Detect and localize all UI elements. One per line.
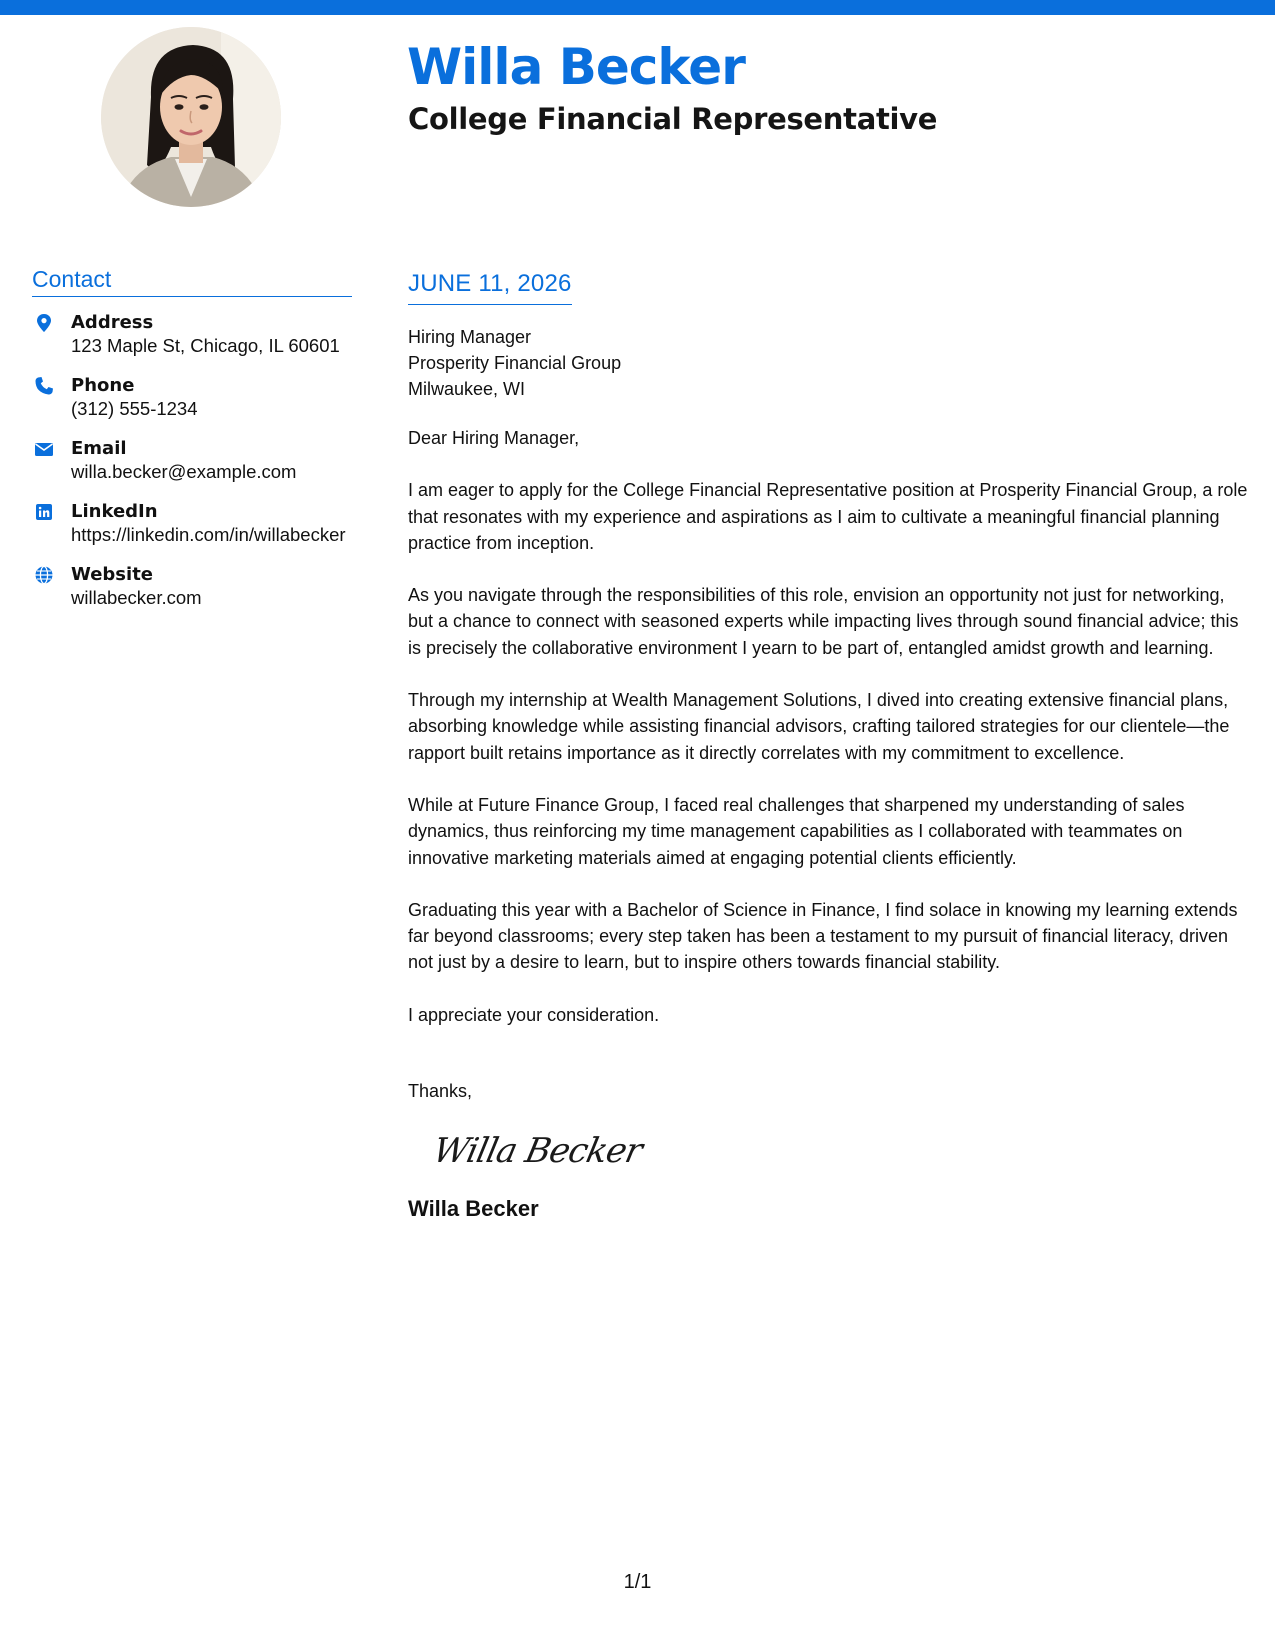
contact-value: willa.becker@example.com — [71, 461, 297, 482]
phone-icon — [34, 376, 54, 396]
recipient-line: Milwaukee, WI — [408, 379, 526, 399]
contact-label: Email — [71, 438, 127, 459]
svg-text:Willa Becker: Willa Becker — [436, 1131, 646, 1171]
page-number: 1/1 — [623, 1571, 652, 1593]
profile-photo — [101, 27, 281, 207]
salutation: Dear Hiring Manager, — [408, 428, 580, 448]
contact-label: LinkedIn — [71, 501, 158, 522]
website-link[interactable]: willabecker.com — [71, 587, 202, 608]
linkedin-link[interactable]: https://linkedin.com/in/willabecker — [71, 524, 346, 545]
contact-label: Phone — [71, 375, 135, 396]
letter-paragraph: Through my internship at Wealth Management Solutions, I dived into creating extensive financial plans, absorbing knowledge while assisting financial advisors, crafting tailored strategies for our clientele—the rapport built retains importance as it directly correlates with my commitment to excellence. — [408, 690, 1230, 763]
letter-date: JUNE 11, 2026 — [408, 270, 572, 305]
letter-paragraph: While at Future Finance Group, I faced real challenges that sharpened my understanding of sales dynamics, thus reinforcing my time management capabilities as I collaborated with teammates on innovative marketing materials aimed at engaging potential clients efficiently. — [408, 794, 1185, 868]
envelope-icon — [34, 439, 54, 459]
linkedin-icon — [34, 502, 54, 522]
recipient-line: Hiring Manager — [408, 327, 532, 347]
contact-sidebar — [32, 266, 352, 626]
applicant-name: Willa Becker — [407, 38, 745, 96]
handwritten-signature — [436, 1122, 676, 1182]
letter-paragraph: I am eager to apply for the College Financial Representative position at Prosperity Financial Group, a role that resonates with my experience and aspirations as I aim to cultivate a meaningful financial planning practice from inception. — [408, 480, 1248, 553]
signer-name: Willa Becker — [408, 1196, 539, 1222]
contact-item-linkedin — [32, 500, 352, 546]
recipient-block — [408, 324, 1253, 402]
recipient-line: Prosperity Financial Group — [408, 353, 622, 373]
contact-item-website — [32, 563, 352, 609]
top-accent-bar — [0, 0, 1275, 15]
contact-label: Website — [71, 564, 154, 585]
contact-value: (312) 555-1234 — [71, 398, 198, 419]
letter-paragraph: I appreciate your consideration. — [408, 1004, 660, 1025]
contact-value: 123 Maple St, Chicago, IL 60601 — [71, 335, 340, 356]
contact-item-phone — [32, 374, 352, 420]
cover-letter-body — [408, 270, 1253, 1222]
contact-heading: Contact — [32, 266, 352, 297]
letter-paragraph: As you navigate through the responsibilities of this role, envision an opportunity not just for networking, but a chance to connect with seasoned experts while impacting lives through sound financial advice; this is precisely the collaborative environment I yearn to be part of, entangled amidst growth and learning. — [408, 585, 1239, 658]
closing: Thanks, — [408, 1081, 473, 1102]
contact-item-address — [32, 311, 352, 357]
contact-item-email — [32, 437, 352, 483]
job-title: College Financial Representative — [408, 102, 938, 136]
letter-paragraph: Graduating this year with a Bachelor of Science in Finance, I find solace in knowing my learning extends far beyond classrooms; every step taken has been a testament to my pursuit of financial literacy, driven not just by a desire to learn, but to inspire others towards financial stability. — [408, 899, 1238, 973]
contact-label: Address — [71, 312, 154, 333]
globe-icon — [34, 565, 54, 585]
map-pin-icon — [34, 313, 54, 333]
